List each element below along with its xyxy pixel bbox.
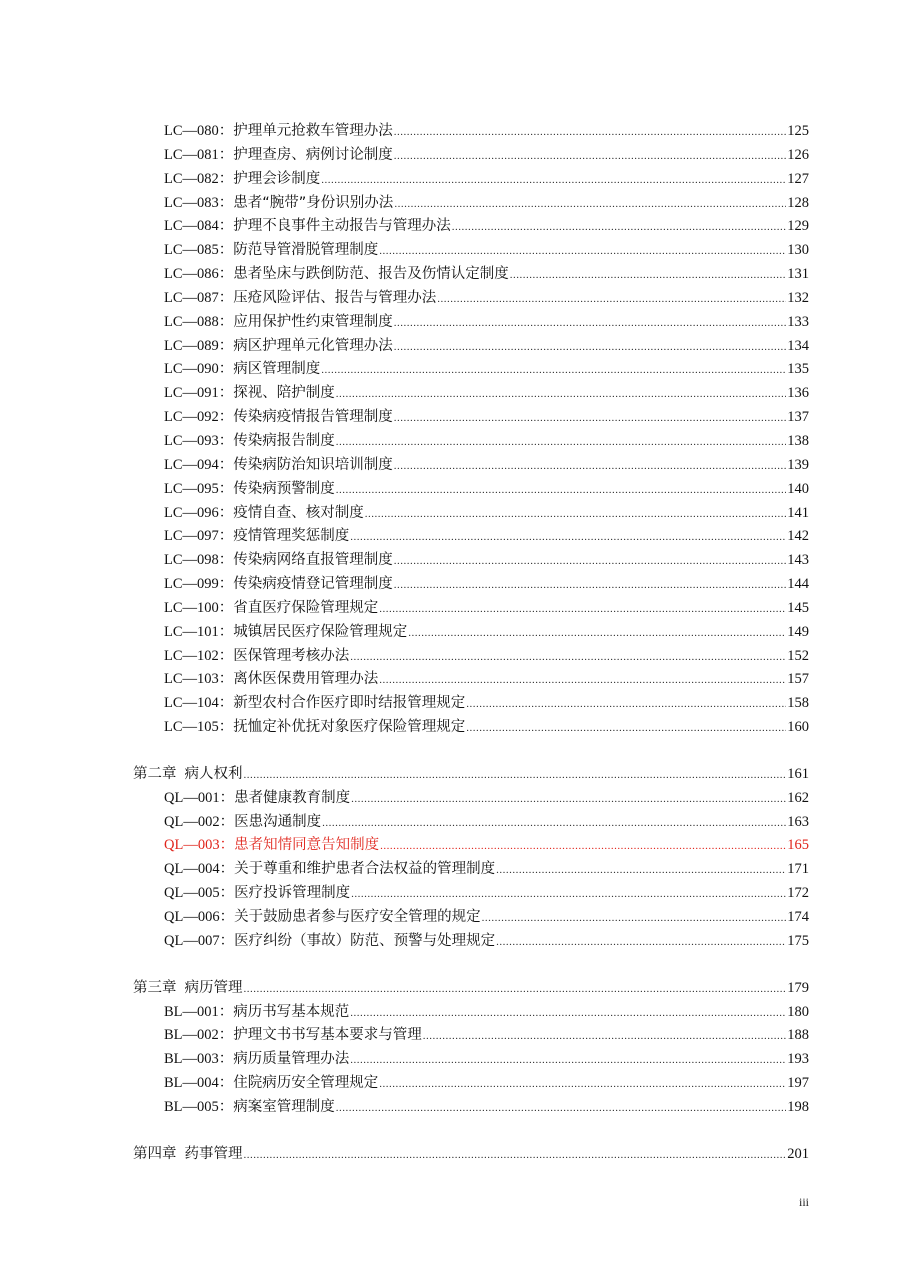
entry-separator: ： <box>219 909 235 925</box>
entry-separator: ： <box>218 242 234 259</box>
toc-page-number: 140 <box>787 480 809 497</box>
entry-separator: ： <box>218 1003 234 1020</box>
entry-code: LC—087 <box>164 289 219 306</box>
toc-entry-row[interactable] <box>0 430 910 454</box>
entry-code: LC—104 <box>164 695 219 712</box>
entry-separator: ： <box>218 289 234 306</box>
toc-entry-row[interactable] <box>0 335 910 359</box>
entry-title: 护理会诊制度 <box>233 170 321 187</box>
entry-title: 离休医保费用管理办法 <box>233 671 379 688</box>
toc-entry-title <box>164 239 378 263</box>
entry-title: 传染病疫情报告管理制度 <box>233 409 393 426</box>
toc-page-number: 160 <box>787 719 809 736</box>
dot-leader <box>510 264 786 288</box>
dot-leader <box>322 812 786 836</box>
toc-entry-title <box>164 144 393 168</box>
dot-leader <box>351 883 786 907</box>
toc-entry-title <box>164 597 378 621</box>
entry-code: BL—002 <box>164 1027 219 1044</box>
toc-page-number: 201 <box>787 1145 809 1162</box>
entry-code: LC—091 <box>164 385 219 402</box>
toc-page-number: 174 <box>787 909 809 925</box>
toc-entry-title <box>164 215 451 239</box>
entry-title: 疫情管理奖惩制度 <box>233 528 350 545</box>
toc-page-number: 128 <box>787 194 809 211</box>
toc-entry-row[interactable] <box>0 597 910 621</box>
chapter-number: 第三章 <box>133 979 177 996</box>
toc-page-number: 180 <box>787 1003 809 1020</box>
toc-page-number: 179 <box>787 979 809 996</box>
dot-leader <box>394 455 786 479</box>
toc-page-number: 193 <box>787 1051 809 1068</box>
entry-code: QL—007 <box>164 932 220 949</box>
entry-code: LC—089 <box>164 337 219 354</box>
entry-code: LC—094 <box>164 456 219 473</box>
entry-code: QL—005 <box>164 885 220 902</box>
dot-leader <box>244 1144 787 1168</box>
entry-separator: ： <box>218 313 234 330</box>
toc-entry-row[interactable] <box>0 692 910 716</box>
toc-entry-row[interactable] <box>0 882 910 906</box>
entry-code: LC—088 <box>164 313 219 330</box>
toc-chapter-title <box>133 763 243 787</box>
entry-separator: ： <box>218 409 234 426</box>
dot-leader <box>496 931 786 955</box>
entry-separator: ： <box>218 552 234 569</box>
toc-entry-row[interactable] <box>0 358 910 382</box>
entry-title: 患者“腕带”身份识别办法 <box>233 194 394 211</box>
toc-entry-row[interactable] <box>0 144 910 168</box>
dot-leader <box>350 646 786 670</box>
entry-code: LC—085 <box>164 242 219 259</box>
entry-separator: ： <box>219 813 235 830</box>
dot-leader <box>394 336 786 360</box>
entry-separator: ： <box>219 837 235 854</box>
entry-code: LC—090 <box>164 361 219 378</box>
entry-separator: ： <box>218 1098 234 1115</box>
toc-entry-row[interactable] <box>0 1048 910 1072</box>
entry-code: QL—001 <box>164 789 220 806</box>
toc-entry-title <box>164 430 335 454</box>
toc-entry-title <box>164 192 393 216</box>
toc-page-number: 152 <box>787 647 809 664</box>
entry-code: QL—006 <box>164 909 220 925</box>
dot-leader <box>380 835 786 859</box>
entry-title: 护理查房、病例讨论制度 <box>233 146 393 163</box>
entry-title: 医疗投诉管理制度 <box>234 885 351 902</box>
dot-leader <box>394 550 786 574</box>
dot-leader <box>394 407 786 431</box>
entry-code: BL—001 <box>164 1003 219 1020</box>
toc-chapter-row[interactable] <box>0 763 910 787</box>
toc-entry-title <box>164 525 349 549</box>
dot-leader <box>452 216 786 240</box>
dot-leader <box>244 764 787 788</box>
dot-leader <box>321 359 786 383</box>
toc-page-number: 138 <box>787 432 809 449</box>
entry-code: LC—098 <box>164 552 219 569</box>
page-number: iii <box>798 1195 809 1209</box>
entry-code: QL—002 <box>164 813 220 830</box>
toc-entry-row[interactable] <box>0 311 910 335</box>
toc-entry-title <box>164 573 393 597</box>
toc-entry-row[interactable] <box>0 406 910 430</box>
toc-entry-title <box>164 311 393 335</box>
entry-title: 病区护理单元化管理办法 <box>233 337 393 354</box>
toc-page-number: 133 <box>787 313 809 330</box>
dot-leader <box>466 717 786 741</box>
entry-separator: ： <box>219 885 235 902</box>
dot-leader <box>244 978 787 1002</box>
toc-entry-row[interactable] <box>0 645 910 669</box>
entry-code: BL—004 <box>164 1075 219 1092</box>
entry-separator: ： <box>218 170 234 187</box>
entry-code: LC—093 <box>164 432 219 449</box>
dot-leader <box>336 479 786 503</box>
dot-leader <box>379 669 786 693</box>
entry-separator: ： <box>218 671 234 688</box>
toc-page-number: 132 <box>787 289 809 306</box>
toc-entry-title <box>164 692 465 716</box>
toc-page-number: 127 <box>787 170 809 187</box>
toc-page-number: 162 <box>787 789 809 806</box>
entry-separator: ： <box>218 504 234 521</box>
dot-leader <box>437 288 786 312</box>
toc-page-number: 131 <box>787 266 809 283</box>
dot-leader <box>379 240 786 264</box>
toc-chapter-title <box>133 977 243 1001</box>
toc-entry-row[interactable] <box>0 239 910 263</box>
toc-entry-title <box>164 1072 378 1096</box>
toc-page-number: 143 <box>787 552 809 569</box>
toc-entry-row[interactable] <box>0 502 910 526</box>
entry-title: 城镇居民医疗保险管理规定 <box>233 623 408 640</box>
entry-code: LC—105 <box>164 719 219 736</box>
entry-title: 关于鼓励患者参与医疗安全管理的规定 <box>234 909 481 925</box>
entry-code: LC—081 <box>164 146 219 163</box>
entry-code: QL—004 <box>164 861 220 878</box>
entry-title: 疫情自查、核对制度 <box>233 504 364 521</box>
dot-leader <box>394 193 786 217</box>
entry-title: 护理文书书写基本要求与管理 <box>233 1027 422 1044</box>
toc-entry-row[interactable] <box>0 906 910 930</box>
toc-entry-title <box>164 1024 422 1048</box>
entry-code: LC—084 <box>164 218 219 235</box>
entry-title: 病历书写基本规范 <box>233 1003 350 1020</box>
entry-title: 应用保护性约束管理制度 <box>233 313 393 330</box>
dot-leader <box>336 431 786 455</box>
entry-title: 抚恤定补优抚对象医疗保险管理规定 <box>233 719 466 736</box>
toc-page-number: 171 <box>787 861 809 878</box>
dot-leader <box>336 383 786 407</box>
toc-entry-row[interactable] <box>0 716 910 740</box>
entry-title: 传染病预警制度 <box>233 480 335 497</box>
entry-title: 医患沟通制度 <box>234 813 322 830</box>
toc-entry-row[interactable] <box>0 1024 910 1048</box>
toc-entry-title <box>164 382 335 406</box>
entry-code: LC—103 <box>164 671 219 688</box>
toc-page-number: 134 <box>787 337 809 354</box>
toc-entry-row[interactable] <box>0 192 910 216</box>
dot-leader <box>394 121 786 145</box>
entry-separator: ： <box>218 123 234 139</box>
entry-separator: ： <box>218 719 234 736</box>
dot-leader <box>365 503 786 527</box>
dot-leader <box>394 574 786 598</box>
toc-entry-row[interactable] <box>0 573 910 597</box>
toc-entry-title <box>164 645 349 669</box>
entry-title: 防范导管滑脱管理制度 <box>233 242 379 259</box>
toc-entry-title <box>164 335 393 359</box>
entry-title: 压疮风险评估、报告与管理办法 <box>233 289 437 306</box>
entry-separator: ： <box>218 576 234 593</box>
chapter-title: 药事管理 <box>184 1145 243 1162</box>
toc-entry-row[interactable] <box>0 478 910 502</box>
toc-page-number: 165 <box>787 837 809 854</box>
entry-separator: ： <box>218 647 234 664</box>
toc-page-number: 157 <box>787 671 809 688</box>
toc-entry-title <box>164 287 436 311</box>
entry-code: LC—100 <box>164 599 219 616</box>
toc-entry-title <box>164 930 495 954</box>
toc-entry-row[interactable] <box>0 1096 910 1120</box>
entry-title: 病历质量管理办法 <box>233 1051 350 1068</box>
entry-separator: ： <box>218 432 234 449</box>
toc-entry-title <box>164 1096 335 1120</box>
toc-page-number: 163 <box>787 813 809 830</box>
entry-title: 传染病报告制度 <box>233 432 335 449</box>
entry-separator: ： <box>218 385 234 402</box>
entry-separator: ： <box>218 1051 234 1068</box>
toc-entry-row[interactable] <box>0 930 910 954</box>
toc-page-number: 125 <box>787 123 809 139</box>
entry-title: 患者健康教育制度 <box>234 789 351 806</box>
entry-code: QL—003 <box>164 837 220 854</box>
toc-entry-title <box>164 621 407 645</box>
dot-leader <box>482 907 787 931</box>
entry-separator: ： <box>218 146 234 163</box>
toc-page-number: 145 <box>787 599 809 616</box>
entry-separator: ： <box>219 932 235 949</box>
entry-separator: ： <box>218 528 234 545</box>
entry-separator: ： <box>219 861 235 878</box>
entry-code: LC—096 <box>164 504 219 521</box>
toc-entry-title <box>164 858 495 882</box>
entry-code: LC—082 <box>164 170 219 187</box>
entry-title: 护理不良事件主动报告与管理办法 <box>233 218 451 235</box>
toc-entry-row[interactable] <box>0 1072 910 1096</box>
toc-entry-row[interactable] <box>0 668 910 692</box>
toc-page-number: 135 <box>787 361 809 378</box>
entry-separator: ： <box>218 1027 234 1044</box>
dot-leader <box>496 859 786 883</box>
entry-separator: ： <box>218 194 234 211</box>
toc-entry-row[interactable] <box>0 811 910 835</box>
entry-separator: ： <box>218 218 234 235</box>
toc-entry-row[interactable] <box>0 287 910 311</box>
toc-chapter-title <box>133 1143 243 1167</box>
entry-title: 医疗纠纷（事故）防范、预警与处理规定 <box>234 932 496 949</box>
entry-title: 病案室管理制度 <box>233 1098 335 1115</box>
toc-entry-title <box>164 454 393 478</box>
toc-entry-title <box>164 811 321 835</box>
toc-entry-title <box>164 834 379 858</box>
toc-entry-title <box>164 168 320 192</box>
chapter-number: 第二章 <box>133 765 177 782</box>
entry-code: LC—080 <box>164 123 219 139</box>
toc-entry-row[interactable] <box>0 454 910 478</box>
entry-separator: ： <box>218 623 234 640</box>
toc-page-number: 198 <box>787 1098 809 1115</box>
entry-title: 病区管理制度 <box>233 361 321 378</box>
toc-page-number: 129 <box>787 218 809 235</box>
toc-entry-row[interactable] <box>0 215 910 239</box>
toc-entry-row[interactable] <box>0 834 910 858</box>
toc-entry-row[interactable] <box>0 621 910 645</box>
entry-code: BL—003 <box>164 1051 219 1068</box>
toc-page-number: 158 <box>787 695 809 712</box>
entry-separator: ： <box>218 599 234 616</box>
toc-entry-title <box>164 549 393 573</box>
toc-page-number: 126 <box>787 146 809 163</box>
toc-entry-title <box>164 906 481 930</box>
toc-page-number: 188 <box>787 1027 809 1044</box>
entry-title: 传染病防治知识培训制度 <box>233 456 393 473</box>
chapter-title: 病人权利 <box>184 765 243 782</box>
dot-leader <box>351 788 786 812</box>
entry-title: 住院病历安全管理规定 <box>233 1075 379 1092</box>
toc-entry-title <box>164 358 320 382</box>
entry-title: 省直医疗保险管理规定 <box>233 599 379 616</box>
entry-code: LC—086 <box>164 266 219 283</box>
toc-entry-title <box>164 668 378 692</box>
toc-entry-row[interactable] <box>0 120 910 144</box>
entry-title: 关于尊重和维护患者合法权益的管理制度 <box>234 861 496 878</box>
chapter-title: 病历管理 <box>184 979 243 996</box>
toc-page-number: 137 <box>787 409 809 426</box>
toc-page-number: 197 <box>787 1075 809 1092</box>
toc-entry-title <box>164 716 465 740</box>
toc-entry-row[interactable] <box>0 263 910 287</box>
toc-entry-title <box>164 502 364 526</box>
toc-chapter-row[interactable] <box>0 977 910 1001</box>
entry-separator: ： <box>218 361 234 378</box>
entry-title: 探视、陪护制度 <box>233 385 335 402</box>
toc-page-number: 175 <box>787 932 809 949</box>
dot-leader <box>350 1049 786 1073</box>
toc-entry-title <box>164 263 509 287</box>
toc-entry-row[interactable] <box>0 382 910 406</box>
entry-code: LC—095 <box>164 480 219 497</box>
toc-page-number: 139 <box>787 456 809 473</box>
toc-entry-row[interactable] <box>0 168 910 192</box>
dot-leader <box>379 598 786 622</box>
entry-code: LC—097 <box>164 528 219 545</box>
entry-title: 医保管理考核办法 <box>233 647 350 664</box>
dot-leader <box>423 1025 786 1049</box>
toc-entry-title <box>164 478 335 502</box>
entry-title: 患者坠床与跌倒防范、报告及伤情认定制度 <box>233 266 509 283</box>
entry-separator: ： <box>218 695 234 712</box>
toc-page-number: 172 <box>787 885 809 902</box>
toc-chapter-row[interactable] <box>0 1143 910 1167</box>
dot-leader <box>394 312 786 336</box>
entry-separator: ： <box>218 480 234 497</box>
entry-title: 传染病网络直报管理制度 <box>233 552 393 569</box>
entry-separator: ： <box>218 266 234 283</box>
entry-code: LC—083 <box>164 194 219 211</box>
toc-entry-row[interactable] <box>0 1001 910 1025</box>
dot-leader <box>321 169 786 193</box>
chapter-number: 第四章 <box>133 1145 177 1162</box>
entry-title: 患者知情同意告知制度 <box>234 837 380 854</box>
dot-leader <box>379 1073 786 1097</box>
dot-leader <box>394 145 786 169</box>
entry-separator: ： <box>218 456 234 473</box>
toc-page-number: 142 <box>787 528 809 545</box>
entry-code: LC—102 <box>164 647 219 664</box>
toc-entry-title <box>164 120 393 144</box>
entry-separator: ： <box>218 337 234 354</box>
toc-entry-title <box>164 1001 349 1025</box>
toc-entry-title <box>164 787 350 811</box>
toc-entry-row[interactable] <box>0 858 910 882</box>
toc-entry-row[interactable] <box>0 549 910 573</box>
toc-entry-row[interactable] <box>0 787 910 811</box>
entry-title: 传染病疫情登记管理制度 <box>233 576 393 593</box>
dot-leader <box>350 526 786 550</box>
toc-entry-title <box>164 882 350 906</box>
entry-separator: ： <box>219 789 235 806</box>
dot-leader <box>336 1097 786 1121</box>
dot-leader <box>466 693 786 717</box>
table-of-contents <box>0 120 910 1167</box>
toc-entry-row[interactable] <box>0 525 910 549</box>
entry-code: LC—101 <box>164 623 219 640</box>
entry-code: LC—092 <box>164 409 219 426</box>
toc-page-number: 149 <box>787 623 809 640</box>
toc-entry-title <box>164 406 393 430</box>
toc-entry-title <box>164 1048 349 1072</box>
toc-page-number: 141 <box>787 504 809 521</box>
entry-code: BL—005 <box>164 1098 219 1115</box>
entry-title: 新型农村合作医疗即时结报管理规定 <box>233 695 466 712</box>
toc-page-number: 144 <box>787 576 809 593</box>
entry-separator: ： <box>218 1075 234 1092</box>
entry-code: LC—099 <box>164 576 219 593</box>
toc-page-number: 136 <box>787 385 809 402</box>
toc-page-number: 161 <box>787 765 809 782</box>
entry-title: 护理单元抢救车管理办法 <box>233 123 393 139</box>
dot-leader <box>408 622 786 646</box>
toc-page-number: 130 <box>787 242 809 259</box>
dot-leader <box>350 1002 786 1026</box>
